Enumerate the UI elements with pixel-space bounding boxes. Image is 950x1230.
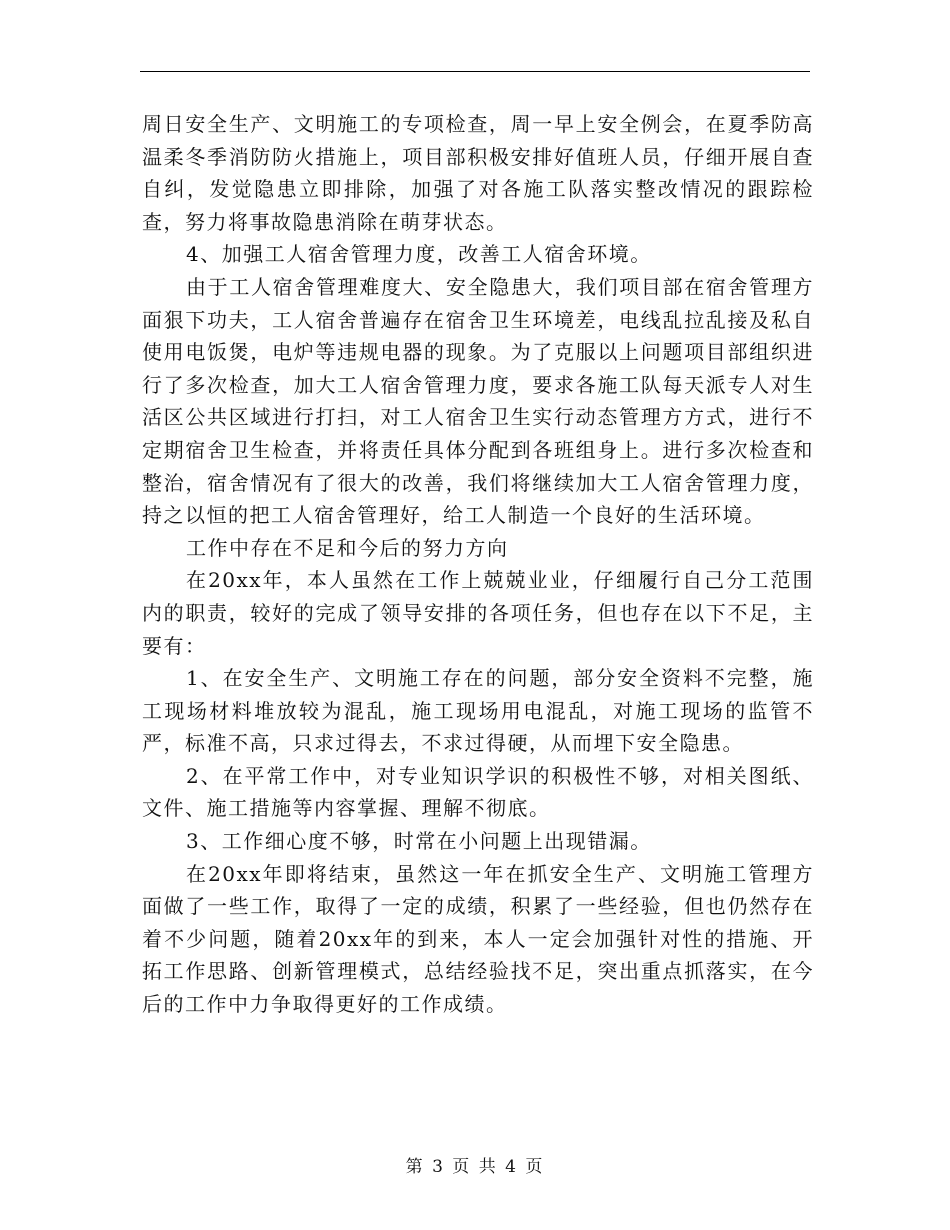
document-body: [142, 108, 814, 1021]
paragraph-7: 2、在平常工作中，对专业知识学识的积极性不够，对相关图纸、文件、施工措施等内容掌握、理解不彻底。: [142, 763, 814, 821]
paragraph-6: 1、在安全生产、文明施工存在的问题，部分安全资料不完整，施工现场材料堆放较为混乱，施工现场用电混乱，对施工现场的监管不严，标准不高，只求过得去，不求过得硬，从而埋下安全隐患。: [142, 666, 814, 756]
paragraph-8: 3、工作细心度不够，时常在小问题上出现错漏。: [186, 829, 652, 854]
paragraph-5: 在20xx年，本人虽然在工作上兢兢业业，仔细履行自己分工范围内的职责，较好的完成了领导安排的各项任务，但也存在以下不足，主要有：: [142, 568, 814, 658]
header-rule: [140, 71, 810, 72]
paragraph-2: 4、加强工人宿舍管理力度，改善工人宿舍环境。: [186, 242, 652, 267]
paragraph-1: 周日安全生产、文明施工的专项检查，周一早上安全例会，在夏季防高温柔冬季消防防火措施上，项目部积极安排好值班人员，仔细开展自查自纠，发觉隐患立即排除，加强了对各施工队落实整改情况的跟踪检查，努力将事故隐患消除在萌芽状态。: [142, 112, 814, 234]
paragraph-4: 工作中存在不足和今后的努力方向: [186, 535, 509, 560]
paragraph-3: 由于工人宿舍管理难度大、安全隐患大，我们项目部在宿舍管理方面狠下功夫，工人宿舍普遍存在宿舍卫生环境差，电线乱拉乱接及私自使用电饭煲，电炉等违规电器的现象。为了克服以上问题项目部组织进行了多次检查，加大工人宿舍管理力度，要求各施工队每天派专人对生活区公共区域进行打扫，对工人宿舍卫生实行动态管理方方式，进行不定期宿舍卫生检查，并将责任具体分配到各班组身上。进行多次检查和整治，宿舍情况有了很大的改善，我们将继续加大工人宿舍管理力度，持之以恒的把工人宿舍管理好，给工人制造一个良好的生活环境。: [142, 274, 814, 528]
paragraph-9: 在20xx年即将结束，虽然这一年在抓安全生产、文明施工管理方面做了一些工作，取得了一定的成绩，积累了一些经验，但也仍然存在着不少问题，随着20xx年的到来，本人一定会加强针对性的措施、开拓工作思路、创新管理模式，总结经验找不足，突出重点抓落实，在今后的工作中力争取得更好的工作成绩。: [142, 861, 814, 1017]
page-footer: 第 3 页 共 4 页: [405, 1157, 545, 1177]
